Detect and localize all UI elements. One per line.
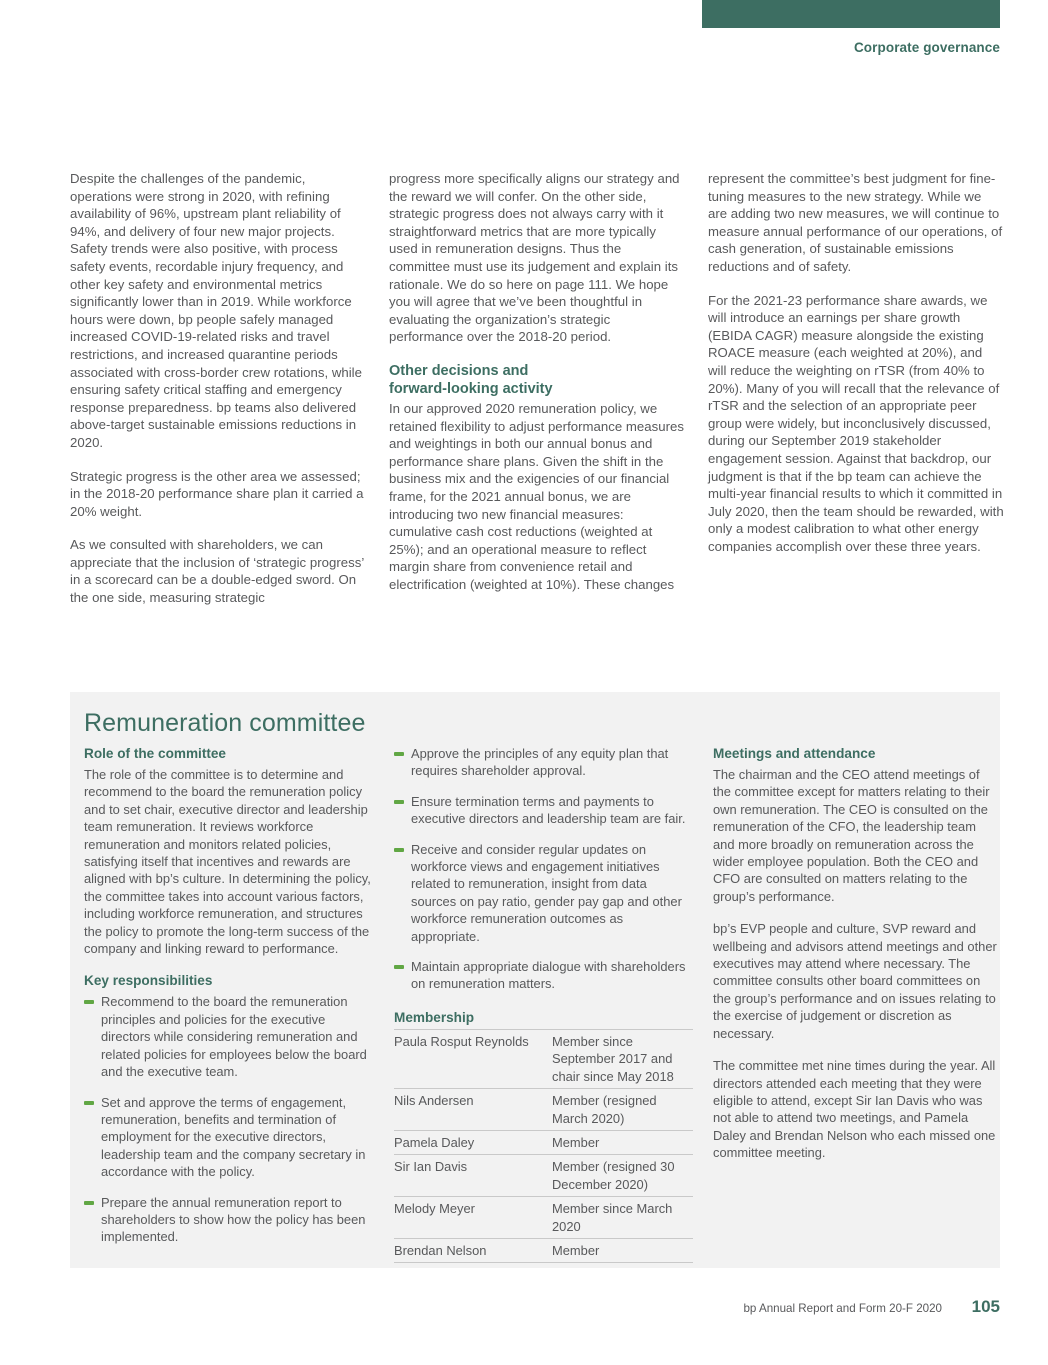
dash-bullet-icon (84, 1000, 94, 1004)
role-of-committee-text: The role of the committee is to determine and recommend to the board the remuneration policy and to set chair, executive director and leadership team remuneration. It reviews workforce remuneration and monitors related policies, satisfying itself that incentives and rewards are aligned with bp’s culture. In determining the policy, the committee takes into account various factors, including workforce remuneration, and structures the policy to promote the long-term success of the company and linking reward to performance. (84, 767, 371, 957)
page-section-title: Corporate governance (853, 40, 1000, 55)
list-item (394, 958, 690, 993)
paragraph: For the 2021-23 performance share awards, we will introduce an earnings per share growth (EBIDA CAGR) measure alongside the existing ROACE measure (each weighted at 20%), and will reduce the weighting on rTSR (from 40% to 20%). Many of you will recall that the relevance of rTSR and the selection of an appropriate peer group were widely, but inconclusively discussed, during our September 2019 stakeholder engagement session. Against that backdrop, our judgment is that if the bp team can achieve the multi-year financial results to which it committed in July 2020, then the team should be rewarded, with only a modest calibration to what other energy companies accomplish over these three years. (708, 292, 1004, 554)
dash-bullet-icon (84, 1201, 94, 1205)
list-item (394, 745, 690, 780)
panel-column-role (84, 745, 371, 1263)
paragraph: The chairman and the CEO attend meetings of the committee except for matters relating to their own remuneration. The CEO is consulted on the remuneration of the CFO, the leadership team and more broadly on remuneration across the wider employee population. Both the CEO and CFO are consulted on matters relating to the group’s performance. (713, 767, 990, 904)
body-column-2 (389, 170, 685, 607)
remuneration-committee-panel (70, 692, 1000, 1268)
list-item-text: Recommend to the board the remuneration principles and policies for the executive directors while considering remuneration and related policies for employees below the board and the executive team. (101, 994, 367, 1080)
paragraph: In our approved 2020 remuneration policy, we retained flexibility to adjust performance measures and weightings in both our annual bonus and performance share plans. Given the shift in the business mix and the exigencies of our financial frame, for the 2021 annual bonus, we are introducing two new financial measures: cumulative cash cost reductions (weighted at 25%); and an operational measure to reflect margin share from convenience retail and electrification (weighted at 10%). These changes (389, 400, 684, 592)
key-responsibilities-list (84, 993, 371, 1245)
member-role: Member (552, 1130, 693, 1154)
main-text-columns (70, 170, 1005, 607)
member-role: Member since March 2020 (552, 1197, 693, 1239)
table-row (394, 1089, 693, 1131)
member-name: Paula Rosput Reynolds (394, 1029, 552, 1088)
key-responsibilities-heading: Key responsibilities (84, 973, 213, 989)
role-of-committee-heading: Role of the committee (84, 746, 226, 761)
table-row (394, 1238, 693, 1262)
dash-bullet-icon (394, 752, 404, 756)
member-role: Member since September 2017 and chair since May 2018 (552, 1029, 693, 1088)
paragraph: Despite the challenges of the pandemic, operations were strong in 2020, with refining availability of 96%, upstream plant reliability of 94%, and delivery of four new major projects. Safety trends were also positive, with process safety events, recordable injury frequency, and other key safety and environmental metrics significantly lower than in 2019. While workforce hours were down, bp people safely managed increased COVID-19-related risks and travel restrictions, and increased quarantine periods associated with cross-border crew rotations, while ensuring safety critical staffing and emergency response preparedness. bp teams also delivered above-target sustainable emissions reductions in 2020. (70, 171, 362, 450)
header-accent-bar (702, 0, 1000, 28)
dash-bullet-icon (394, 800, 404, 804)
paragraph: represent the committee’s best judgment for fine-tuning measures to the new strategy. While we are adding two new measures, we will continue to measure annual performance of our operations, of cash generation, of sustainable emissions reductions and of safety. (708, 171, 1003, 274)
table-row (394, 1155, 693, 1197)
page-number: 105 (971, 1297, 1000, 1316)
table-row (394, 1029, 693, 1088)
table-row (394, 1130, 693, 1154)
list-item-text: Approve the principles of any equity plan that requires shareholder approval. (411, 746, 669, 779)
list-item-text: Ensure termination terms and payments to executive directors and leadership team are fair. (411, 793, 686, 827)
footer-report-name: bp Annual Report and Form 20-F 2020 (743, 1302, 942, 1315)
list-item-text: Prepare the annual remuneration report to shareholders to show how the policy has been implemented. (101, 1194, 366, 1245)
list-item (84, 1094, 371, 1181)
list-item-text: Receive and consider regular updates on workforce views and engagement initiatives related to remuneration, insight from data sources on pay ratio, gender pay gap and other workforce remuneration outcomes as appropriate. (411, 841, 682, 944)
list-item (394, 793, 690, 828)
member-role: Member (resigned March 2020) (552, 1089, 693, 1131)
subsection-heading (389, 362, 685, 399)
member-name: Melody Meyer (394, 1197, 552, 1239)
subsection-heading-line-2: forward-looking activity (389, 381, 553, 398)
list-item (84, 993, 371, 1080)
body-column-3 (708, 170, 1004, 607)
body-column-1 (70, 170, 366, 607)
paragraph: progress more specifically aligns our strategy and the reward we will confer. On the other side, strategic progress does not always carry with it straightforward metrics that are more typically used in remuneration designs. Thus the committee must use its judgement and explain its rationale. We do so here on page 111. We hope you will agree that we’ve been thoughtful in evaluating the organization’s strategic performance over the 2018-20 period. (389, 171, 680, 345)
list-item (84, 1194, 371, 1246)
dash-bullet-icon (84, 1101, 94, 1105)
panel-column-responsibilities-continued (394, 745, 690, 1263)
meetings-attendance-heading: Meetings and attendance (713, 746, 876, 761)
subsection-heading-line-1: Other decisions and (389, 362, 529, 379)
table-row (394, 1197, 693, 1239)
paragraph: The committee met nine times during the year. All directors attended each meeting that they were eligible to attend, except Sir Ian Davis who was not able to attend two meetings, and Pamela Daley and Brendan Nelson who each missed one committee meeting. (713, 1058, 996, 1161)
paragraph: Strategic progress is the other area we assessed; in the 2018-20 performance share plan it carried a 20% weight. (70, 468, 364, 519)
member-name: Nils Andersen (394, 1089, 552, 1131)
panel-column-meetings (713, 745, 1000, 1263)
list-item (394, 841, 690, 945)
member-name: Brendan Nelson (394, 1238, 552, 1262)
member-name: Sir Ian Davis (394, 1155, 552, 1197)
page-footer (743, 1297, 1000, 1317)
dash-bullet-icon (394, 965, 404, 969)
member-name: Pamela Daley (394, 1130, 552, 1154)
dash-bullet-icon (394, 848, 404, 852)
list-item-text: Maintain appropriate dialogue with shareholders on remuneration matters. (411, 959, 686, 992)
key-responsibilities-continued-list (394, 745, 690, 993)
member-role: Member (resigned 30 December 2020) (552, 1155, 693, 1197)
member-role: Member (552, 1238, 693, 1262)
list-item-text: Set and approve the terms of engagement, remuneration, benefits and termination of employment for the executive directors, leadership team and the company secretary in accordance with the policy. (101, 1094, 366, 1180)
paragraph: As we consulted with shareholders, we can appreciate that the inclusion of ‘strategic progress’ in a scorecard can be a double-edged sword. On the one side, measuring strategic (70, 537, 364, 606)
panel-title: Remuneration committee (84, 709, 366, 737)
membership-table (394, 1029, 693, 1263)
paragraph: bp’s EVP people and culture, SVP reward and wellbeing and advisors attend meetings and other executives may attend where necessary. The committee consults other board committees on the group’s performance and on issues relating to the exercise of judgement or discretion as necessary. (713, 921, 997, 1041)
membership-heading: Membership (394, 1009, 475, 1025)
